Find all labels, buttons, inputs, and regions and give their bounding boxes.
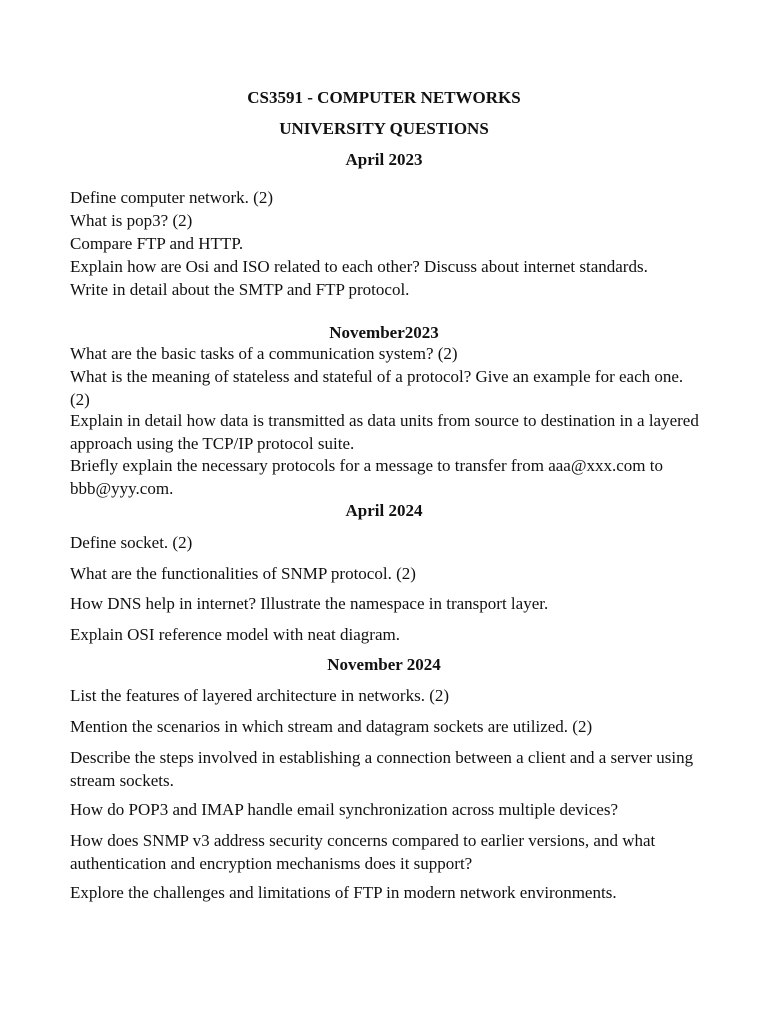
question-item: Define computer network. (2) <box>70 188 273 207</box>
question-item: How does SNMP v3 address security concerns compared to earlier versions, and what authentication and encryption mechanisms does it support? <box>70 831 656 873</box>
question-item: Briefly explain the necessary protocols for a message to transfer from aaa@xxx.com to bbb@yyy.com. <box>70 456 663 498</box>
question-item: How do POP3 and IMAP handle email synchronization across multiple devices? <box>70 800 618 819</box>
question-item: What is the meaning of stateless and stateful of a protocol? Give an example for each one. (2) <box>70 367 684 409</box>
question-item: Define socket. (2) <box>70 533 193 552</box>
section-heading-april-2024: April 2024 <box>345 501 423 520</box>
question-item: Write in detail about the SMTP and FTP protocol. <box>70 280 410 299</box>
question-item: Explain how are Osi and ISO related to each other? Discuss about internet standards. <box>70 257 648 276</box>
question-item: List the features of layered architecture in networks. (2) <box>70 686 450 705</box>
document-title: CS3591 - COMPUTER NETWORKS <box>247 88 521 107</box>
question-item: Mention the scenarios in which stream and datagram sockets are utilized. (2) <box>70 717 593 736</box>
question-item: How DNS help in internet? Illustrate the namespace in transport layer. <box>70 594 549 613</box>
section-heading-november-2023: November2023 <box>329 323 439 342</box>
question-item: Explain OSI reference model with neat diagram. <box>70 625 400 644</box>
question-item: Explore the challenges and limitations of FTP in modern network environments. <box>70 883 617 902</box>
question-item: Compare FTP and HTTP. <box>70 234 244 253</box>
question-item: Explain in detail how data is transmitted as data units from source to destination in a layered approach using the TCP/IP protocol suite. <box>70 411 699 453</box>
question-item: What are the basic tasks of a communication system? (2) <box>70 344 458 363</box>
section-heading-april-2023: April 2023 <box>345 150 423 169</box>
section-heading-november-2024: November 2024 <box>327 655 441 674</box>
question-item: Describe the steps involved in establishing a connection between a client and a server using stream sockets. <box>70 748 694 790</box>
question-item: What are the functionalities of SNMP protocol. (2) <box>70 564 416 583</box>
document-subtitle: UNIVERSITY QUESTIONS <box>279 119 489 138</box>
question-item: What is pop3? (2) <box>70 211 193 230</box>
